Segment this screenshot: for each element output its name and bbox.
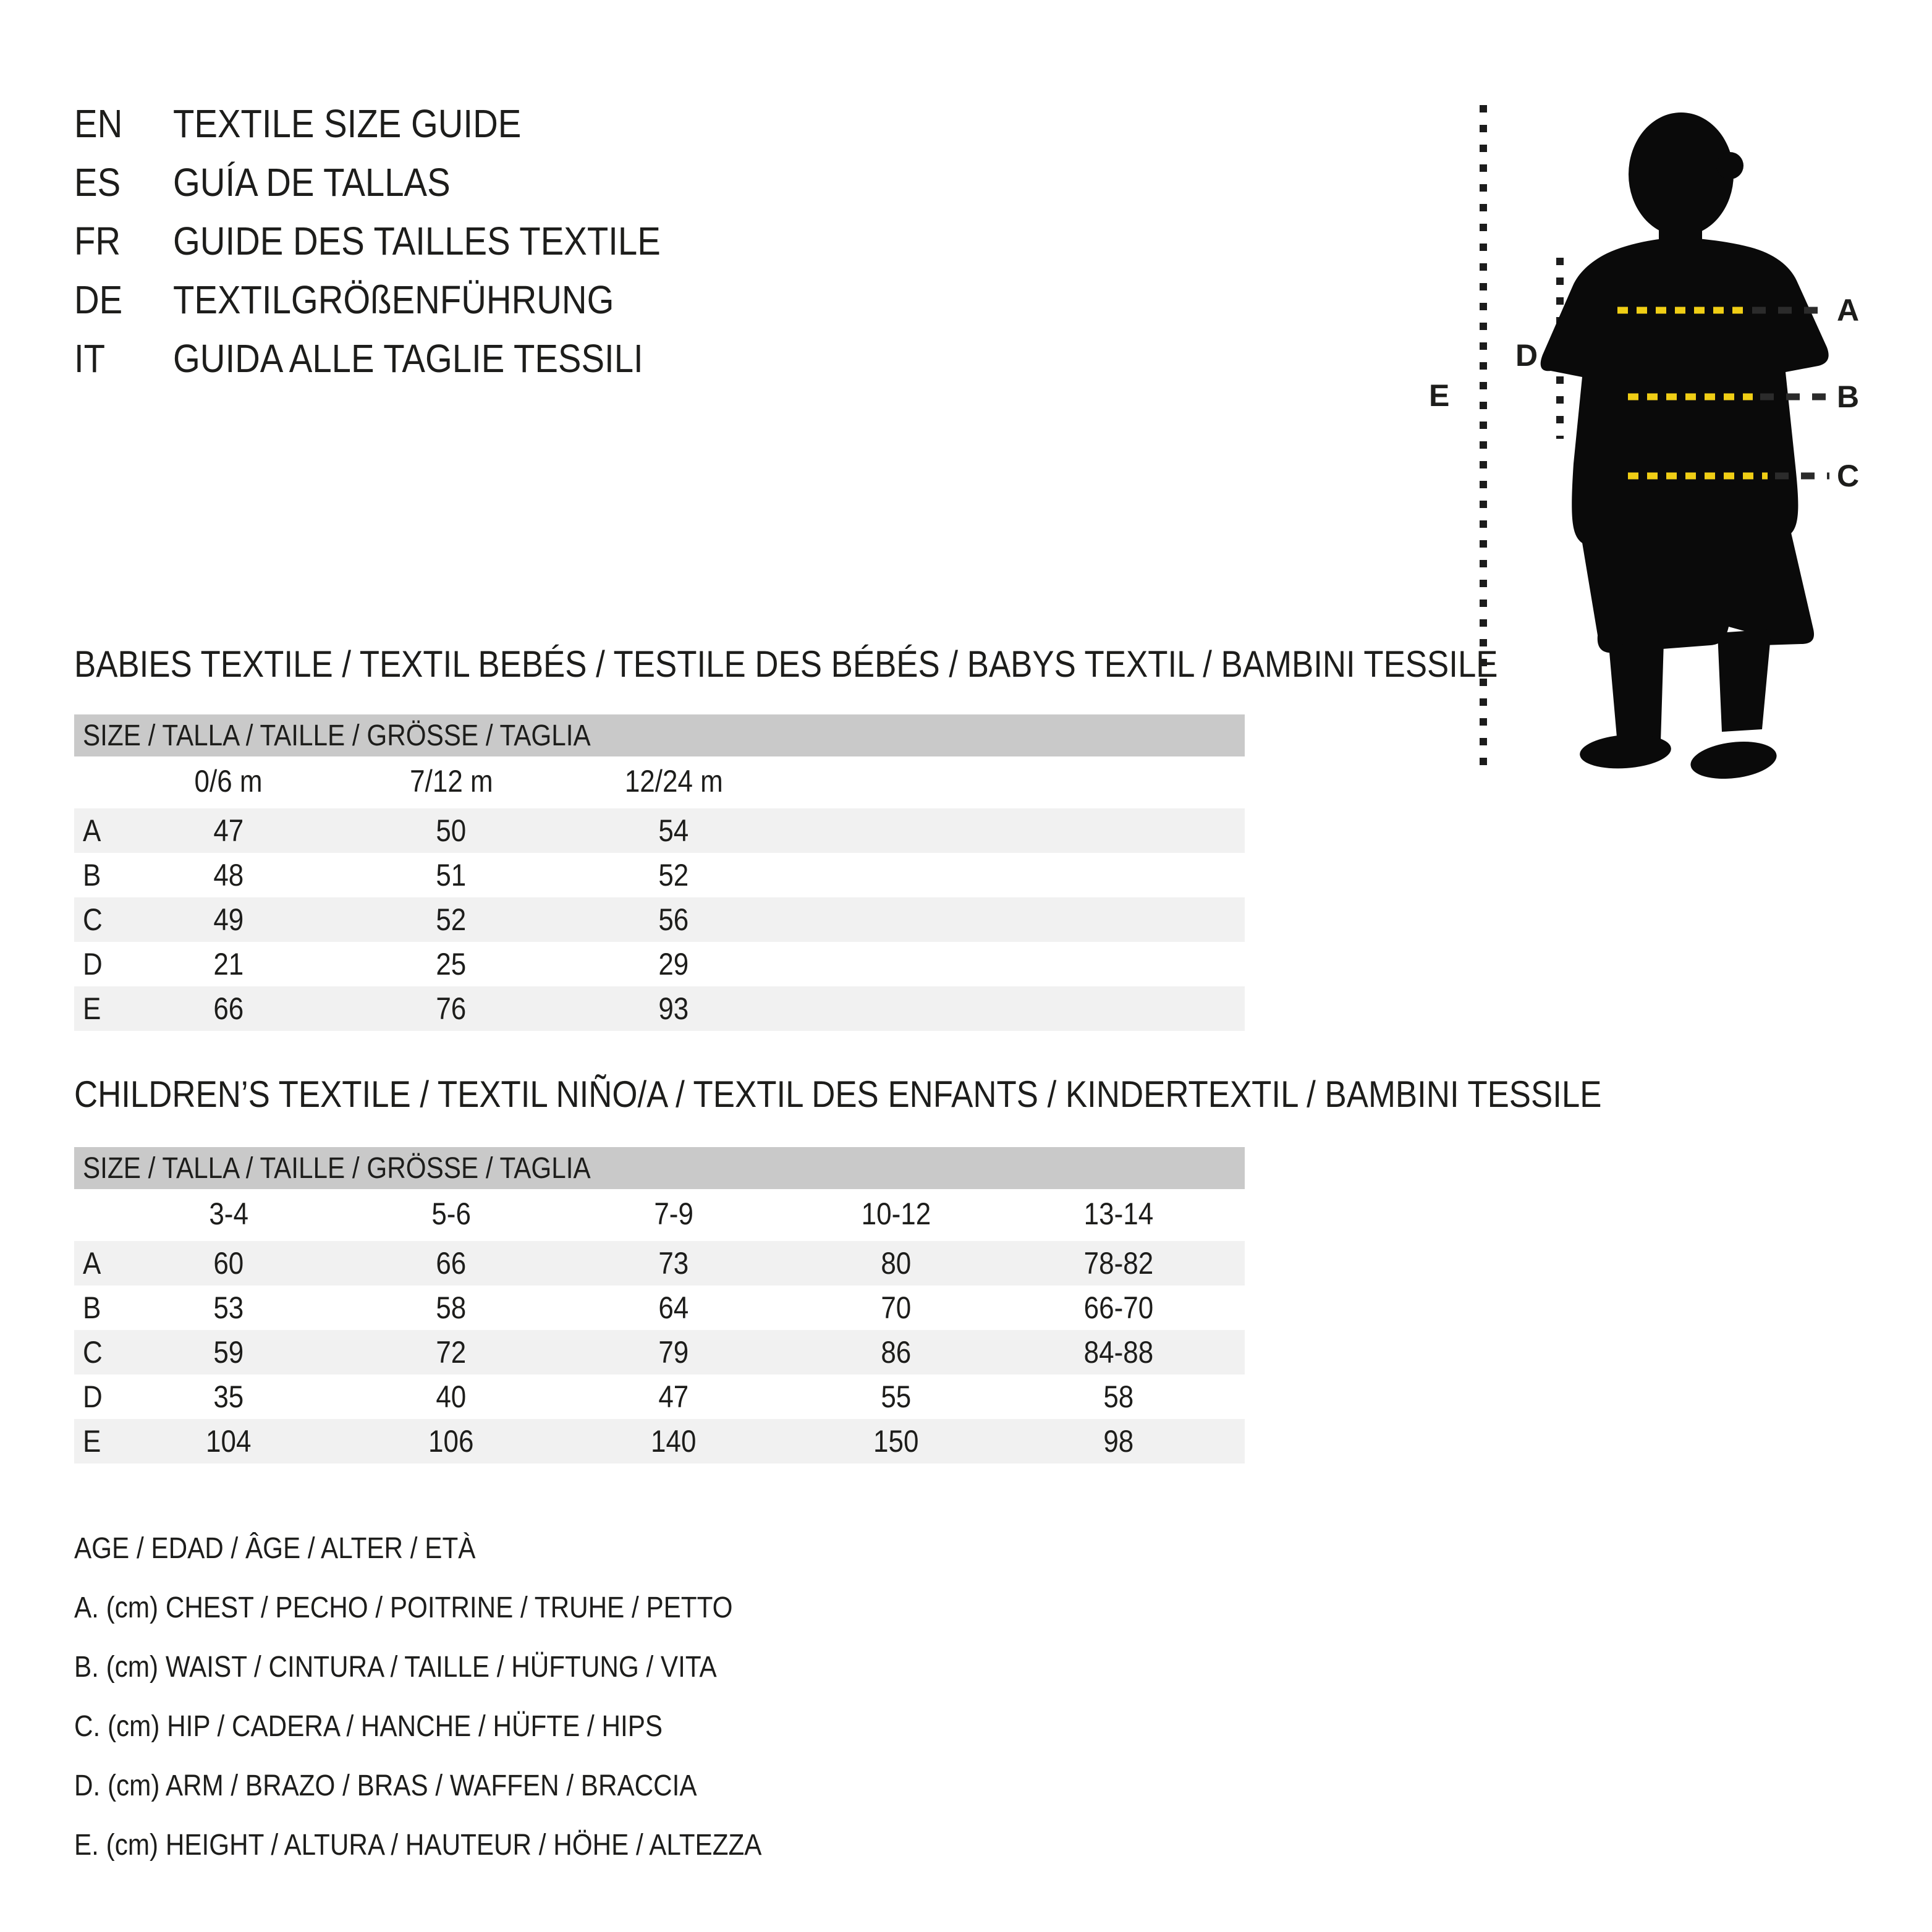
- children-table-row-b: [74, 1286, 1245, 1330]
- children-table-row-e: [74, 1419, 1245, 1464]
- table-cell: 52: [658, 858, 689, 892]
- row-label: C: [83, 902, 103, 937]
- legend-line-age: AGE / EDAD / ÂGE / ALTER / ETÀ: [74, 1532, 476, 1565]
- table-cell: 104: [206, 1424, 252, 1459]
- table-cell: 80: [881, 1246, 912, 1281]
- table-cell: 40: [436, 1379, 467, 1414]
- child-silhouette-diagram: [1421, 93, 1932, 797]
- legend-line-arm: D. (cm) ARM / BRAZO / BRAS / WAFFEN / BRACCIA: [74, 1769, 697, 1802]
- table-cell: 106: [428, 1424, 474, 1459]
- row-label: D: [83, 947, 103, 981]
- diagram-label-c: C: [1837, 459, 1860, 493]
- table-cell: 79: [658, 1335, 689, 1370]
- table-cell: 58: [436, 1290, 467, 1325]
- table-cell: 49: [213, 902, 244, 937]
- page-title: GUIDA ALLE TAGLIE TESSILI: [173, 336, 643, 381]
- language-row-it: [74, 329, 727, 388]
- table-cell: 47: [213, 813, 244, 848]
- children-table-row-c: [74, 1330, 1245, 1375]
- children-size-header-bar: SIZE / TALLA / TAILLE / GRÖSSE / TAGLIA: [74, 1147, 1245, 1189]
- page-title: TEXTILGRÖßENFÜHRUNG: [173, 277, 614, 322]
- language-code: IT: [74, 336, 106, 381]
- table-cell: 76: [436, 991, 467, 1026]
- babies-table-row-e: [74, 986, 1245, 1031]
- row-label: D: [83, 1379, 103, 1414]
- table-cell: 93: [658, 991, 689, 1026]
- column-header: 0/6 m: [194, 764, 263, 799]
- row-label: B: [83, 858, 101, 892]
- table-cell: 70: [881, 1290, 912, 1325]
- language-code: EN: [74, 101, 123, 146]
- table-cell: 73: [658, 1246, 689, 1281]
- table-cell: 35: [213, 1379, 244, 1414]
- diagram-label-b: B: [1837, 379, 1860, 414]
- table-cell: 150: [873, 1424, 919, 1459]
- language-row-es: [74, 153, 727, 211]
- table-cell: 66: [436, 1246, 467, 1281]
- table-cell: 48: [213, 858, 244, 892]
- table-cell: 58: [1103, 1379, 1134, 1414]
- table-cell: 98: [1103, 1424, 1134, 1459]
- babies-table-row-c: [74, 897, 1245, 942]
- table-cell: 29: [658, 947, 689, 981]
- children-table-row-a: [74, 1241, 1245, 1286]
- legend-line-chest: A. (cm) CHEST / PECHO / POITRINE / TRUHE / PETTO: [74, 1591, 733, 1624]
- row-label: E: [83, 991, 101, 1026]
- children-column-header-row: [74, 1189, 1245, 1239]
- table-cell: 52: [436, 902, 467, 937]
- children-table-row-d: [74, 1375, 1245, 1419]
- table-cell: 72: [436, 1335, 467, 1370]
- legend-line-height: E. (cm) HEIGHT / ALTURA / HAUTEUR / HÖHE / ALTEZZA: [74, 1829, 762, 1862]
- page-title: GUÍA DE TALLAS: [173, 159, 451, 205]
- table-cell: 66-70: [1083, 1290, 1154, 1325]
- legend-line-hip: C. (cm) HIP / CADERA / HANCHE / HÜFTE / HIPS: [74, 1710, 663, 1743]
- row-label: A: [83, 813, 101, 848]
- babies-table-row-d: [74, 942, 1245, 986]
- babies-column-header-row: [74, 756, 1245, 806]
- table-cell: 50: [436, 813, 467, 848]
- table-cell: 59: [213, 1335, 244, 1370]
- table-cell: 64: [658, 1290, 689, 1325]
- table-cell: 56: [658, 902, 689, 937]
- children-section-heading: CHILDREN’S TEXTILE / TEXTIL NIÑO/A / TEXTIL DES ENFANTS / KINDERTEXTIL / BAMBINI TESSILE: [74, 1074, 1602, 1115]
- diagram-label-e: E: [1429, 378, 1450, 413]
- row-label: A: [83, 1246, 101, 1281]
- column-header: 10-12: [861, 1197, 931, 1231]
- table-cell: 84-88: [1083, 1335, 1154, 1370]
- table-cell: 54: [658, 813, 689, 848]
- table-cell: 66: [213, 991, 244, 1026]
- page-title: GUIDE DES TAILLES TEXTILE: [173, 218, 661, 263]
- column-header: 3-4: [209, 1197, 248, 1231]
- table-cell: 21: [213, 947, 244, 981]
- table-cell: 140: [651, 1424, 697, 1459]
- babies-size-header-bar: SIZE / TALLA / TAILLE / GRÖSSE / TAGLIA: [74, 714, 1245, 756]
- diagram-label-d: D: [1515, 338, 1538, 373]
- table-cell: 86: [881, 1335, 912, 1370]
- babies-section-heading: BABIES TEXTILE / TEXTIL BEBÉS / TESTILE DES BÉBÉS / BABYS TEXTIL / BAMBINI TESSILE: [74, 643, 1498, 685]
- table-cell: 25: [436, 947, 467, 981]
- table-cell: 53: [213, 1290, 244, 1325]
- column-header: 7/12 m: [409, 764, 493, 799]
- page-title: TEXTILE SIZE GUIDE: [173, 101, 522, 146]
- language-row-de: [74, 270, 727, 329]
- column-header: 13-14: [1083, 1197, 1154, 1231]
- language-row-fr: [74, 211, 727, 270]
- table-cell: 60: [213, 1246, 244, 1281]
- babies-table-row-a: [74, 808, 1245, 853]
- column-header: 12/24 m: [624, 764, 723, 799]
- language-code: DE: [74, 277, 123, 322]
- legend-line-waist: B. (cm) WAIST / CINTURA / TAILLE / HÜFTUNG / VITA: [74, 1651, 717, 1684]
- column-header: 5-6: [431, 1197, 471, 1231]
- table-cell: 51: [436, 858, 467, 892]
- row-label: E: [83, 1424, 101, 1459]
- babies-table-row-b: [74, 853, 1245, 897]
- language-code: ES: [74, 159, 121, 205]
- table-cell: 55: [881, 1379, 912, 1414]
- language-row-en: [74, 94, 727, 153]
- language-title-list: [74, 94, 727, 388]
- table-cell: 78-82: [1083, 1246, 1154, 1281]
- row-label: C: [83, 1335, 103, 1370]
- language-code: FR: [74, 218, 121, 263]
- table-cell: 47: [658, 1379, 689, 1414]
- column-header: 7-9: [654, 1197, 693, 1231]
- measurement-legend: [74, 1519, 855, 1875]
- diagram-label-a: A: [1837, 293, 1860, 328]
- row-label: B: [83, 1290, 101, 1325]
